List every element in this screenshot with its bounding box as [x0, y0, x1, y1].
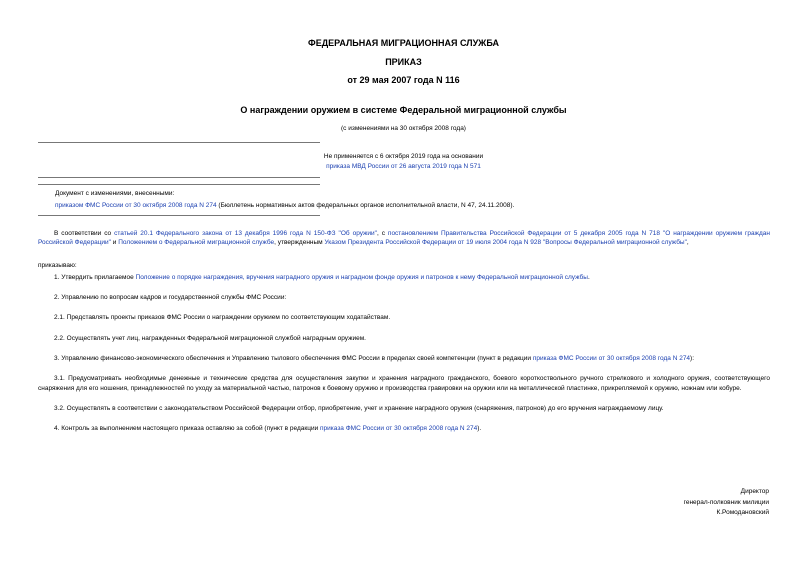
- item-text: 4. Контроль за выполнением настоящего приказа оставляю за собой (пункт в редакции: [54, 425, 321, 433]
- doc-title: О награждении оружием в системе Федеральной миграционной службы: [240, 105, 567, 115]
- signatory-name: К.Ромодановский: [716, 509, 769, 516]
- item-text: .: [587, 273, 590, 281]
- changes-block: [55, 188, 775, 212]
- item-text: 1. Утвердить прилагаемое: [54, 273, 136, 281]
- signatory-rank: генерал-полковник милиции: [683, 498, 769, 506]
- item-1: [38, 273, 770, 282]
- item-2-2: 2.2. Осуществлять учет лиц, награжденных Федеральной миграционной службой наградным оружием.: [54, 334, 366, 342]
- item-3-2: 3.2. Осуществлять в соответствии с законодательством Российской Федерации отбор, приобретение, учет и хранение наградного оружия (снаряжения, патронов) до его вручения награждаемому лицу.: [54, 404, 664, 412]
- item-text: ).: [477, 425, 482, 433]
- preamble-text: В соответствии со: [54, 230, 115, 237]
- amendment-link[interactable]: приказа ФМС России от 30 октября 2008 года N 274: [532, 355, 691, 363]
- order-word: приказываю:: [38, 261, 77, 269]
- doc-type: ПРИКАЗ: [385, 57, 422, 67]
- divider: [38, 142, 320, 143]
- regulation-approved-link[interactable]: Положение о порядке награждения, вручения наградного оружия и наградном фонде оружия и патронов к нему Федеральной миграционной службы: [135, 273, 588, 281]
- signature-block: [684, 487, 769, 519]
- divider: [38, 215, 320, 216]
- preamble-text: ,: [686, 239, 689, 247]
- changes-link[interactable]: приказом ФМС России от 30 октября 2008 года N 274: [55, 202, 217, 209]
- item-4: [38, 424, 770, 433]
- item-3-1: 3.1. Предусматривать необходимые денежные и технические средства для осуществления закупки и хранения наградного гражданского, боевого короткоствольного ручного стрелкового и холодного оружия, соответствующего снаряжения для его ношения, принадлежностей по уходу за материальной частью, патронов к боевому оружию и производства гравировки на оружии или на металлической пластинке, прикрепляемой к оружию, ножнам или кобуре.: [38, 375, 770, 392]
- item-2-1: 2.1. Представлять проекты приказов ФМС России о награждении оружием по соответствующим ходатайствам.: [54, 314, 391, 322]
- preamble-text: , с: [376, 230, 388, 237]
- presidential-decree-link[interactable]: Указом Президента Российской Федерации от 19 июля 2004 года N 928 "Вопросы Федеральной миграционной службы": [324, 239, 687, 247]
- regulation-link[interactable]: Положением о Федеральной миграционной службе: [118, 239, 275, 247]
- government-decree-link[interactable]: постановлением Правительства Российской Федерации от 5 декабря 2005 года N 718 "О награждении оружием граждан Российской Федерации": [38, 230, 770, 247]
- preamble-text: и: [111, 239, 119, 247]
- preamble-text: , утвержденным: [274, 239, 325, 247]
- preamble: [38, 229, 770, 248]
- doc-date-number: от 29 мая 2007 года N 116: [347, 75, 460, 85]
- item-text: ):: [690, 355, 695, 363]
- changes-source: (Бюллетень нормативных актов федеральных органов исполнительной власти, N 47, 24.11.2008).: [216, 202, 515, 209]
- status-notice: [0, 152, 807, 172]
- agency-name: ФЕДЕРАЛЬНАЯ МИГРАЦИОННАЯ СЛУЖБА: [308, 38, 499, 48]
- document-body: [38, 229, 770, 434]
- status-notice-link[interactable]: приказа МВД России от 26 августа 2019 года N 571: [326, 163, 481, 170]
- item-text: 3. Управлению финансово-экономического обеспечения и Управлению тылового обеспечения ФМС России в пределах своей компетенции (пункт в редакции: [54, 355, 533, 363]
- divider: [38, 184, 320, 185]
- changes-label: Документ с изменениями, внесенными:: [55, 190, 175, 197]
- item-2: 2. Управлению по вопросам кадров и государственной службы ФМС России:: [54, 294, 287, 302]
- divider: [38, 177, 320, 178]
- law-link[interactable]: статьей 20.1 Федерального закона от 13 декабря 1996 года N 150-ФЗ "Об оружии": [114, 230, 377, 237]
- signatory-role: Директор: [740, 488, 769, 495]
- status-notice-text: Не применяется с 6 октября 2019 года на основании: [323, 153, 484, 160]
- item-3: [38, 354, 770, 363]
- amendments-note: (с изменениями на 30 октября 2008 года): [341, 125, 466, 132]
- amendment-link[interactable]: приказа ФМС России от 30 октября 2008 года N 274: [320, 425, 478, 433]
